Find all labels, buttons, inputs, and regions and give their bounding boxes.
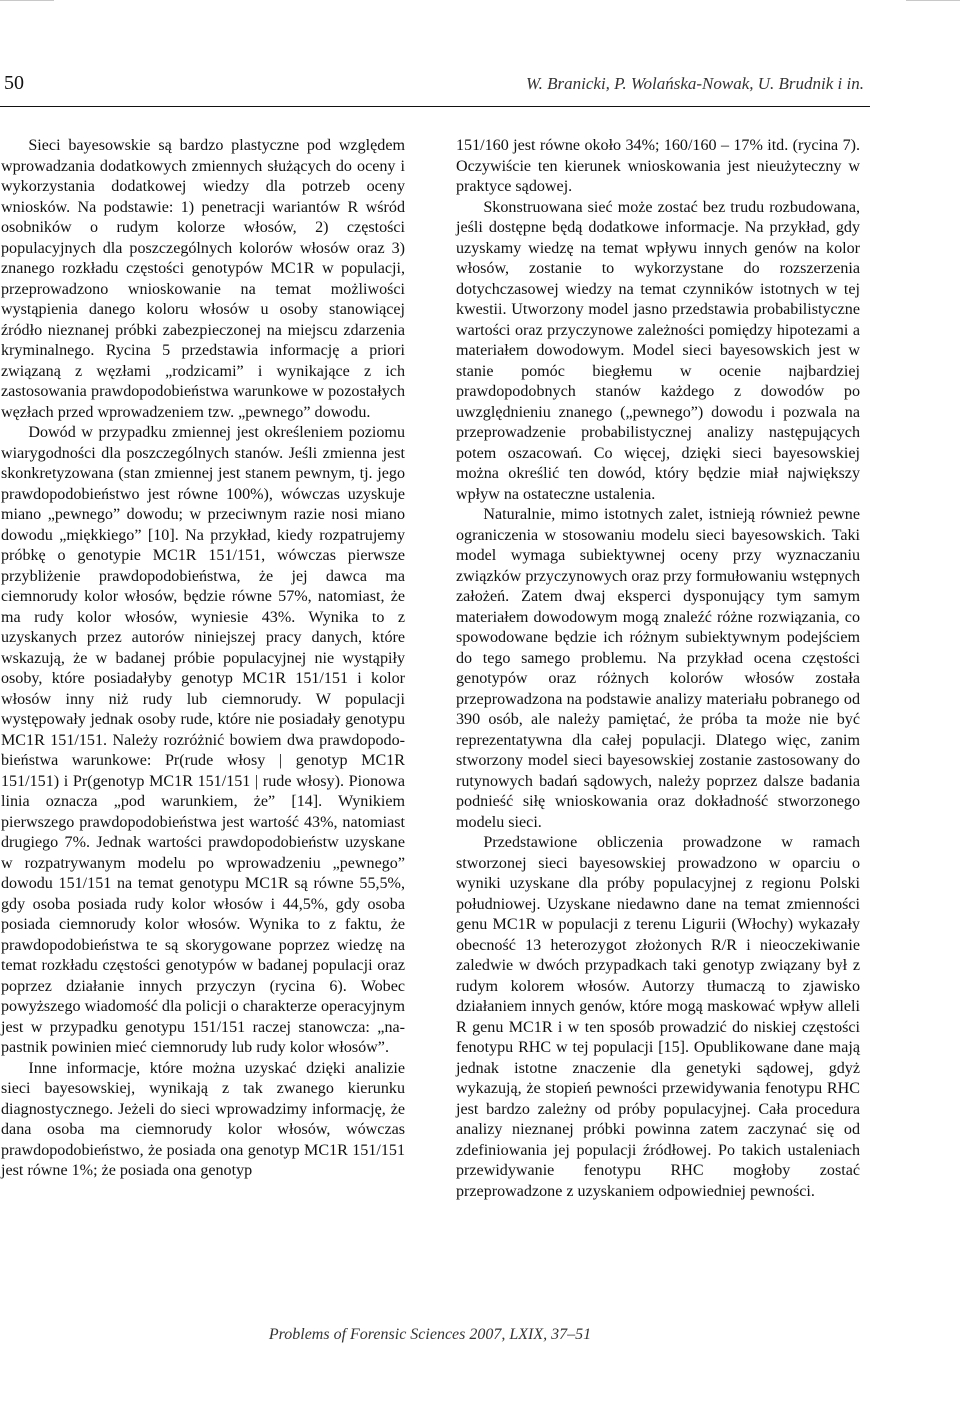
page-footer: Problems of Forensic Sciences 2007, LXIX, 37–51	[268, 1326, 592, 1343]
paragraph: Naturalnie, mimo istotnych zalet, istnieją również pewne ograniczenia w stosowaniu modelu sieci bayesowskich. Taki model wymaga subiektywnej oceny przy wyznaczaniu związków przyczynowych oraz przy formułowaniu wstępnych założeń. Zatem dwaj eksperci dysponujący tym samym materiałem dowodowym mogą znaleźć różne rozwiązania, co spowodowane będzie ich różnym subiektywnym podejściem do tego samego problemu. Na przykład ocena częstości genotypów oraz różnych kolorów włosów została przeprowadzona na podstawie analizy materiału pobranego od 390 osób, ale należy pamiętać, że próba ta może nie być reprezentatywna dla całej populacji. Dlatego więc, zanim stworzony model sieci bayesowskiej zostanie zastosowany do rutynowych badań sądowych, należy poprzez dalsze badania podnieść siłę wnioskowania oraz dokładność stworzonego modelu sieci.	[456, 506, 860, 831]
header-rule	[0, 106, 870, 107]
right-column	[456, 136, 860, 1202]
page-header	[0, 72, 960, 102]
paragraph: Dowód w przypadku zmiennej jest określeniem poziomu wiarygodności dla poszczególnych stanów. Jeśli zmienna jest skonkretyzowana (stan zmiennej jest stanem pewnym, tj. jego prawdopodobieństwo jest równe 100%), wówczas uzyskuje miano „pewnego” dowodu; w przeciwnym razie nosi miano dowodu „miękkiego” [10]. Na przykład, kiedy rozpatrujemy próbkę o genotypie MC1R 151/151, wówczas pierwsze przybliżenie prawdopodobieństwa, że jej dawca ma ciemnorudy kolor włosów, będzie równe 57%, natomiast, że ma rudy kolor włosów, wyniesie 43%. Wynika to z uzyskanych przez autorów niniejszej pracy danych, które wskazują, że w badanej próbie populacyjnej nie wystąpiły osoby, które posiadałyby genotyp MC1R 151/151 i kolor włosów inny niż rudy lub ciemnorudy. W populacji występowały jednak osoby rude, które nie posiadały genotypu MC1R 151/151. Należy rozróżnić bowiem dwa prawdopodobieństwa warunkowe: Pr(rude włosy | genotyp MC1R 151/151) i Pr(genotyp MC1R 151/151 | rude włosy). Pionowa linia oznacza „pod warunkiem, że” [14]. Wynikiem pierwszego prawdopodobieństwa jest wartość 43%, natomiast drugiego 7%. Jednak wartości prawdopodobieństw uzyskane w rozpatrywanym modelu po wprowadzeniu „pewnego” dowodu 151/151 na temat genotypu MC1R są równe 55,5%, gdy osoba posiada rudy kolor włosów i 44,5%, gdy osoba posiada ciemnorudy kolor włosów. Wynika to z faktu, że prawdopodobieństwa te są skorygowane poprzez wiedzę na temat rozkładu częstości genotypów w badanej populacji oraz poprzez działanie innych przyczyn (rycina 6). Wobec powyższego wiadomość dla policji o charakterze operacyjnym jest w przypadku genotypu 151/151 raczej stanowcza: „napastnik powinien mieć ciemnorudy lub rudy kolor włosów”.	[1, 424, 405, 1056]
page-number: 50	[4, 72, 24, 94]
paragraph: Skonstruowana sieć może zostać bez trudu rozbudowana, jeśli dostępne będą dodatkowe informacje. Na przykład, gdy uzyskamy wiedzę na temat wpływu innych genów na kolor włosów, zostanie to wykorzystane do rozszerzenia dotychczasowej wiedzy na temat czynników istotnych w tej kwestii. Utworzony model jasno przedstawia probabilistyczne wartości oraz przyczynowe zależności pomiędzy hipotezami a materiałem dowodowym. Model sieci bayesowskich jest w stanie pomóc biegłemu w ocenie najbardziej prawdopodobnych stanów każdego z dowodów po uwzględnieniu znanego („pewnego”) dowodu i pozwala na przeprowadzenie probabilistycznej analizy następujących potem oszacowań. Co więcej, dzięki sieci bayesowskiej można określić ten dowód, który będzie miał największy wpływ na ostateczne ustalenia.	[456, 198, 860, 503]
crop-mark-left	[0, 0, 54, 1]
paragraph: Przedstawione obliczenia prowadzone w ramach stworzonej sieci bayesowskiej prowadzono w oparciu o wyniki uzyskane dla próby populacyjnej z regionu Polski południowej. Uzyskane niedawno dane na temat zmienności genu MC1R w populacji z terenu Ligurii (Włochy) wykazały obecność 13 heterozygot złożonych R/R i nieoczekiwanie zaledwie w dwóch przypadkach taki genotyp związany był z rudym kolorem włosów. Autorzy tłumaczą to zjawisko działaniem innych genów, które mogą maskować wpływ alleli R genu MC1R i w ten sposób prowadzić do niskiej częstości fenotypu RHC w tej populacji [15]. Opublikowane dane mają jednak istotne znaczenie dla genetyki sądowej, gdyż wykazują, że stopień pewności przewidywania fenotypu RHC jest bardzo zależny od próby populacyjnej. Cała procedura analizy nieznanej próbki powinna zatem zaczynać się od zdefiniowania jej populacji źródłowej. Po takich ustaleniach przewidywanie fenotypu RHC mogłoby zostać przeprowadzone z uzyskaniem odpowiedniej pewności.	[456, 834, 860, 1200]
running-head-authors: W. Branicki, P. Wolańska-Nowak, U. Brudnik i in.	[526, 74, 864, 93]
paragraph: Sieci bayesowskie są bardzo plastyczne pod względem wprowadzania dodatkowych zmiennych służących do oceny i wykorzystania dodatkowej wiedzy dla potrzeb oceny wniosków. Na podstawie: 1) penetracji wariantów R wśród osobników o rudym kolorze włosów, 2) częstości populacyjnych dla poszczególnych kolorów włosów oraz 3) znanego rozkładu częstości genotypów MC1R w populacji, przeprowadzono wnioskowanie na temat możliwości wystąpienia danego koloru włosów u osoby stanowiącej źródło nieznanej próbki zabezpieczonej na miejscu zdarzenia kryminalnego. Rycina 5 przedstawia informację a priori związaną z węzłami „rodzicami” i wynikające z ich zastosowania prawdopodobieństwa warunkowe w pozostałych węzłach przed wprowadzeniem tzw. „pewnego” dowodu.	[1, 137, 405, 421]
paragraph: Inne informacje, które można uzyskać dzięki analizie sieci bayesowskiej, wynikają z tak zwanego kierunku diagnostycznego. Jeżeli do sieci wprowadzimy informację, że dana osoba ma ciemnorudy kolor włosów, wówczas prawdopodobieństwo, że posiada ona genotyp MC1R 151/151 jest równe 1%; że posiada ona genotyp	[1, 1059, 405, 1179]
crop-mark-right	[906, 0, 960, 1]
paragraph-continued: 151/160 jest równe około 34%; 160/160 – 17% itd. (rycina 7). Oczywiście ten kierunek wnioskowania jest nieużyteczny w praktyce sądowej.	[456, 137, 860, 195]
left-column	[1, 136, 405, 1182]
